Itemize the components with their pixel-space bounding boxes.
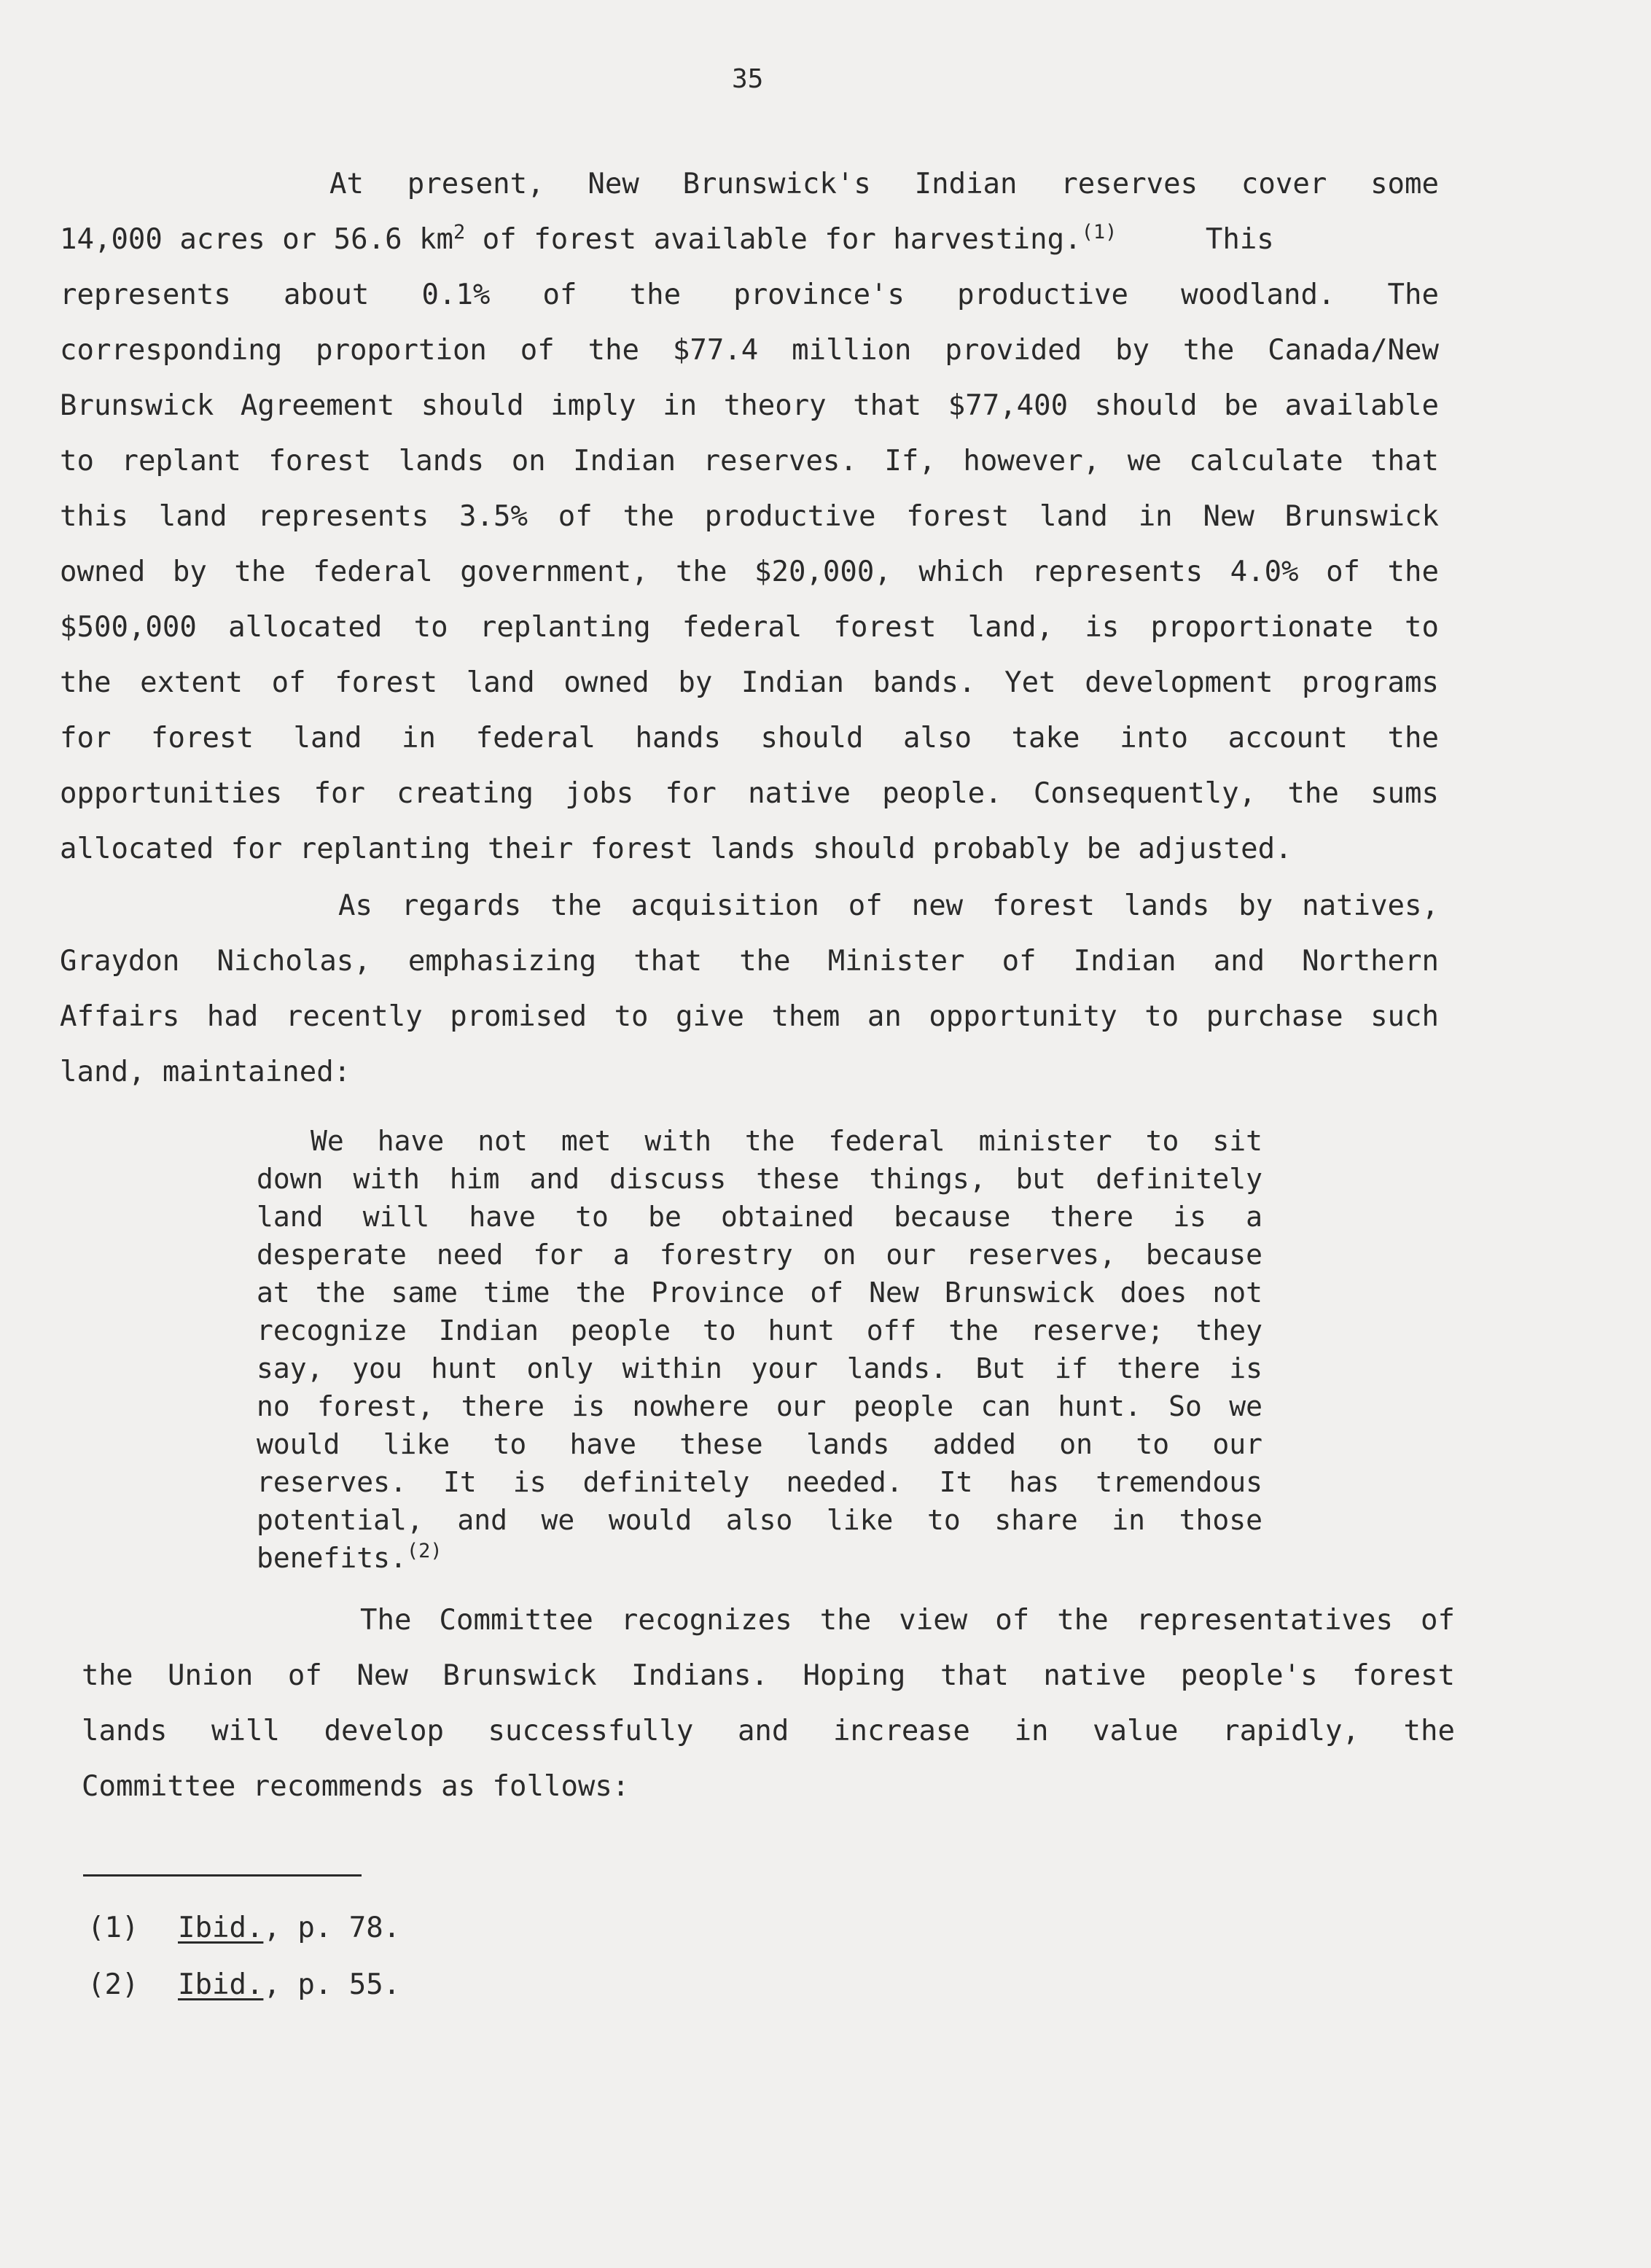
quote-line: say, you hunt only within your lands. But if there is [257, 1352, 1262, 1384]
quote-line: reserves. It is definitely needed. It has tremendous [257, 1466, 1262, 1498]
text-line: land, maintained: [60, 1056, 351, 1088]
text-line: corresponding proportion of the $77.4 million provided by the Canada/New [60, 334, 1439, 367]
quote-line: down with him and discuss these things, but definitely [257, 1163, 1262, 1195]
text-line: $500,000 allocated to replanting federal forest land, is proportionate to [60, 611, 1439, 644]
footnote-2 [87, 1968, 400, 2002]
text-line: for forest land in federal hands should also take into account the [60, 722, 1439, 755]
superscript: 2 [453, 221, 466, 243]
footnote-1 [87, 1912, 400, 1945]
text-line: this land represents 3.5% of the productive forest land in New Brunswick [60, 500, 1439, 533]
quote-line: at the same time the Province of New Brunswick does not [257, 1277, 1262, 1309]
footnote-ref: (1) [1081, 221, 1117, 243]
quote-line: desperate need for a forestry on our reserves, because [257, 1239, 1262, 1271]
footnote-source: Ibid. [178, 1968, 264, 2001]
quote-line: benefits.$^{(2)}$ [257, 1540, 442, 1574]
footnote-marker: (2) [87, 1968, 139, 2001]
footnote-page: , p. 78. [263, 1912, 401, 1944]
text-line: lands will develop successfully and increase in value rapidly, the [82, 1715, 1455, 1747]
footnote-divider [83, 1874, 362, 1877]
text-line: allocated for replanting their forest lands should probably be adjusted. [60, 833, 1292, 865]
text-line: At present, New Brunswick's Indian reserves cover some [329, 168, 1439, 200]
text-line: As regards the acquisition of new forest lands by natives, [338, 889, 1439, 922]
text-line: the extent of forest land owned by Indian bands. Yet development programs [60, 666, 1439, 699]
text-line: Graydon Nicholas, emphasizing that the Minister of Indian and Northern [60, 945, 1439, 978]
text-line: Committee recommends as follows: [82, 1770, 630, 1803]
text-line: Affairs had recently promised to give them an opportunity to purchase such [60, 1000, 1439, 1033]
text-line: The Committee recognizes the view of the representatives of [360, 1604, 1455, 1637]
quote-line: We have not met with the federal minister to sit [311, 1125, 1262, 1157]
quote-line: recognize Indian people to hunt off the reserve; they [257, 1314, 1262, 1347]
text-line: the Union of New Brunswick Indians. Hoping that native people's forest [82, 1659, 1455, 1692]
footnote-ref: (2) [406, 1540, 442, 1562]
text-line: Brunswick Agreement should imply in theory that $77,400 should be available [60, 389, 1439, 422]
quote-line: no forest, there is nowhere our people can hunt. So we [257, 1390, 1262, 1422]
text-line: opportunities for creating jobs for native people. Consequently, the sums [60, 777, 1439, 810]
quote-line: land will have to be obtained because there is a [257, 1201, 1262, 1233]
footnote-source: Ibid. [178, 1912, 264, 1944]
footnote-marker: (1) [87, 1912, 139, 1944]
text-line: 14,000 acres or 56.6 $km^2$ of forest available for harvesting.$^{(1)}$ This [60, 221, 1274, 256]
quote-line: potential, and we would also like to share in those [257, 1504, 1262, 1536]
text-line: owned by the federal government, the $20,000, which represents 4.0% of the [60, 556, 1439, 588]
quote-line: would like to have these lands added on to our [257, 1428, 1262, 1460]
text-line: represents about 0.1% of the province's productive woodland. The [60, 278, 1439, 311]
page-number: 35 [732, 64, 764, 94]
text-line: to replant forest lands on Indian reserves. If, however, we calculate that [60, 445, 1439, 478]
footnote-page: , p. 55. [263, 1968, 401, 2001]
